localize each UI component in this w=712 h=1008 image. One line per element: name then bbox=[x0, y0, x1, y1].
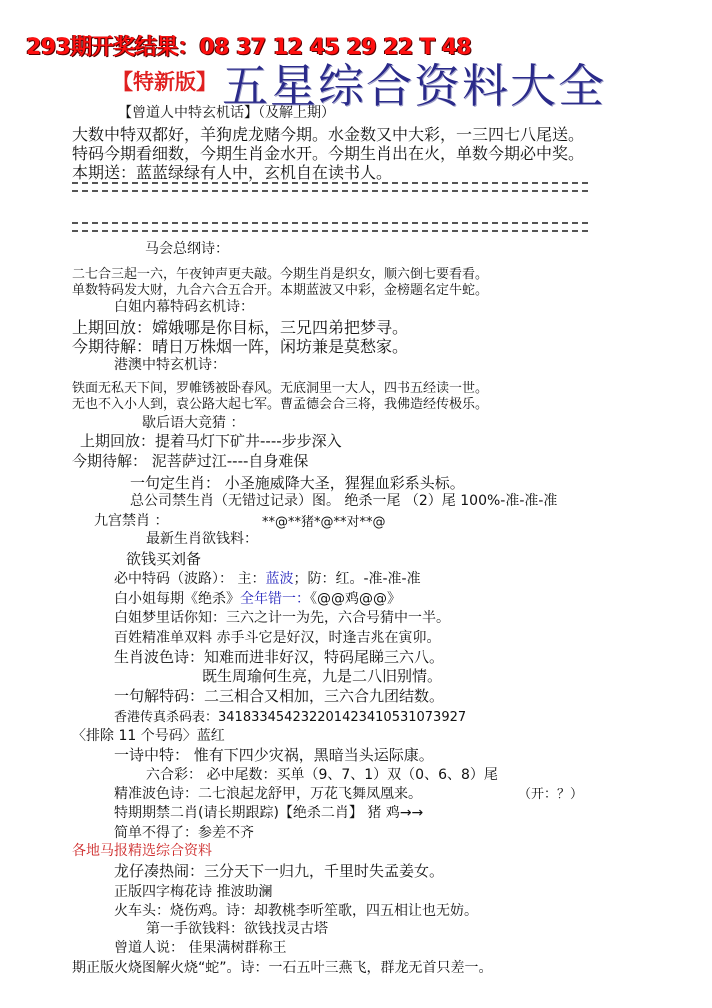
bizhong-prefix: 必中特码（波路）： 主： bbox=[114, 571, 266, 587]
bizhong-line bbox=[114, 568, 421, 588]
separator-bottom bbox=[72, 222, 588, 232]
bizhong-main: 蓝波 bbox=[265, 571, 294, 587]
baijie-meng-line: 白姐梦里话你知：三六之计一为先，六合号猜中一半。 bbox=[114, 610, 450, 626]
yiju-jie-line: 一句解特码：二三相合又相加，三六合九团结数。 bbox=[114, 687, 445, 705]
bosexi-line-2: 既生周瑜何生亮，九是二八旧别情。 bbox=[202, 667, 443, 685]
jiugong-value: **@**猪*@**对**@ bbox=[262, 515, 386, 530]
yuqian-line: 欲钱买刘备 bbox=[126, 550, 202, 568]
zengdao-line-1: 大数中特双都好，羊狗虎龙赌今期。水金数又中大彩，一三四七八尾送。 bbox=[72, 125, 585, 144]
diyishou-line: 第一手欲钱料：欲钱找灵古塔 bbox=[146, 921, 328, 937]
main-title: 五星综合资料大全 bbox=[222, 59, 606, 113]
baiji-last: 上期回放：嫦娥哪是你目标，三兄四弟把梦寻。 bbox=[72, 318, 409, 337]
huoche-line: 火车头：烧伤鸡。诗：却教桃李听笙歌，四五相让也无妨。 bbox=[114, 903, 478, 919]
mahui-line-2: 单数特码发大财，九合六合五合开。本期蓝波又中彩，金榜题名定牛蛇。 bbox=[72, 283, 489, 298]
mahui-heading: 马会总纲诗： bbox=[145, 241, 229, 257]
liuhe-line: 六合彩： 必中尾数：买单（9、7、1）双（0、6、8）尾 bbox=[146, 767, 498, 783]
zengdao-line-2: 特码今期看细数，今期生肖金水开。今期生肖出在火，单数今期必中奖。 bbox=[72, 144, 585, 163]
paichu-line: 〈排除 11 个号码〉蓝红 bbox=[72, 728, 225, 744]
kai-note: （开：？） bbox=[518, 787, 584, 802]
gangao-line-1: 铁面无私天下间，罗帷锈被卧春风。无底洞里一大人，四书五经读一世。 bbox=[72, 381, 489, 396]
separator-top bbox=[72, 182, 588, 192]
xiehouyu-heading: 歇后语大竞猜 ： bbox=[142, 415, 245, 431]
edition-badge: 【特新版】 bbox=[112, 70, 217, 94]
zengdao-heading: 【曾道人中特玄机话】（及解上期） bbox=[118, 105, 335, 121]
zengdao-line-3: 本期送：蓝蓝绿绿有人中，玄机自在读书人。 bbox=[72, 163, 393, 182]
gangao-line-2: 无也不入小人到，袁公路大起七军。曹孟德会合三将，我佛造经传极乐。 bbox=[72, 397, 489, 412]
yishi-line: 一诗中特： 惟有下四少灾祸，黑暗当头运际康。 bbox=[114, 746, 434, 764]
geti-heading: 各地马报精选综合资料 bbox=[72, 843, 212, 859]
zhengban-line: 正版四字梅花诗 推波助澜 bbox=[114, 884, 273, 900]
teiang-line: 特期期禁二肖(请长期跟踪)【绝杀二肖】 猪 鸡→→ bbox=[114, 805, 424, 821]
mahui-line-1: 二七合三起一六，午夜钟声更夫敲。今期生肖是织女，顺六倒七要看看。 bbox=[72, 267, 489, 282]
yiju-dingshengxiao: 一句定生肖： 小圣施威降大圣，猩猩血彩系头标。 bbox=[130, 474, 465, 492]
baixiaojie-line bbox=[114, 588, 401, 608]
jiugong-label: 九宫禁肖 ： bbox=[94, 513, 169, 529]
baiji-heading: 白姐内幕特码玄机诗： bbox=[114, 299, 254, 315]
jiandan-line: 简单不得了：参差不齐 bbox=[114, 825, 254, 841]
result-banner: 293期开奖结果：08 37 12 45 29 22 T 48 bbox=[26, 35, 472, 60]
zengdao-shuo-line: 曾道人说： 佳果满树群称王 bbox=[114, 940, 287, 956]
baixiaojie-mid: 全年错一： bbox=[240, 591, 310, 607]
xiehouyu-last: 上期回放：提着马灯下矿井----步步深入 bbox=[80, 432, 342, 450]
longzi-line: 龙仔凑热闹：三分天下一归九，千里时失孟姜女。 bbox=[114, 862, 445, 880]
qizheng-line: 期正版火烧图解火烧“蛇”。诗：一石五叶三燕飞，群龙无首只差一。 bbox=[72, 960, 493, 976]
xianggang-line: 香港传真杀码表：34183345423220142341053107392​7 bbox=[114, 710, 467, 725]
baixiaojie-suffix: 《@@鸡@@》 bbox=[310, 591, 401, 607]
baiji-current: 今期待解：晴日万株烟一阵，闲坊兼是莫愁家。 bbox=[72, 337, 409, 356]
bosexi-line-1: 生肖波色诗：知难而进非好汉，特码尾睇三六八。 bbox=[114, 648, 445, 666]
gangao-heading: 港澳中特玄机诗： bbox=[114, 357, 226, 373]
baixiaojie-prefix: 白小姐每期《绝杀》 bbox=[114, 591, 240, 607]
bizhong-suffix: ；防：红。-准-准-准 bbox=[293, 571, 421, 587]
jingzhun-line: 精准波色诗：二七浪起龙舒甲，万花飞舞凤凰来。 bbox=[114, 786, 422, 802]
zonggongsi-line: 总公司禁生肖（无错过记录）图。 绝杀一尾 （2）尾 100%-准-准-准 bbox=[130, 493, 558, 509]
baixing-line: 百姓精准单双料 赤手斗它是好汉，时逢吉兆在寅卯。 bbox=[114, 630, 441, 646]
zuixin-heading: 最新生肖欲钱料： bbox=[146, 531, 258, 547]
xiehouyu-current: 今期待解： 泥菩萨过江----自身难保 bbox=[72, 452, 309, 470]
